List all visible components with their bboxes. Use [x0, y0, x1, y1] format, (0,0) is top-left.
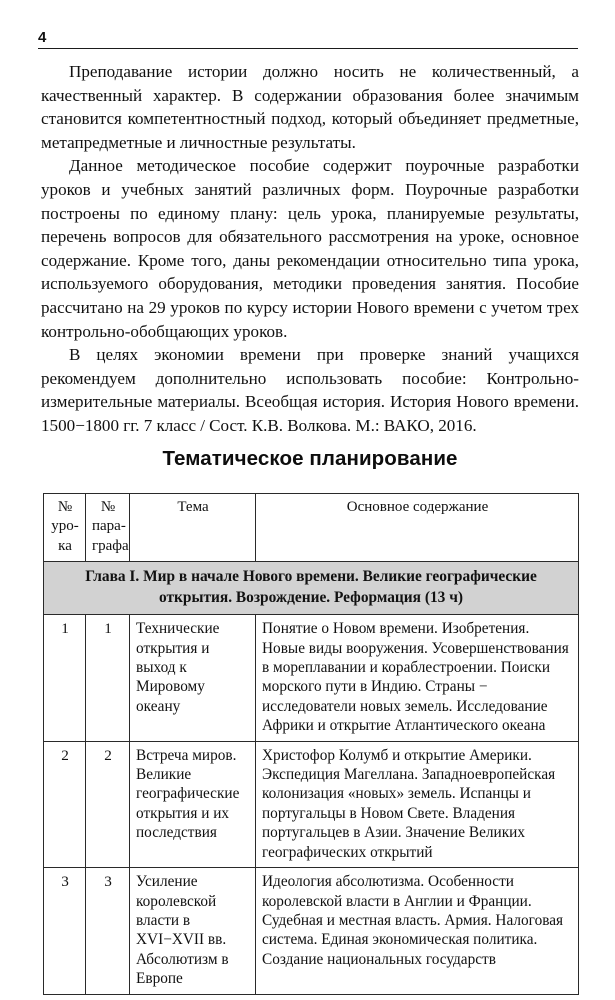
paragraph-2: Данное методическое пособие содержит поурочные разработки уроков и учебных занятий различных форм. Поурочные разработки построены по единому плану: цель урока, планируемые результаты, перечень вопросов для обязательного рассмотрения на уроке, основное содержание. Кроме того, даны рекомендации относительно типа урока, используемого оборудования, методики проведения занятия. Пособие рассчитано на 29 уроков по курсу истории Нового времени с учетом трех контрольно-обобщающих уроков. [41, 156, 579, 341]
cell-content: Понятие о Новом времени. Изобретения. Новые виды вооружения. Усовершенствования в мореплавании и кораблестроении. Поиски морского пути в Индию. Страны − исследователи новых земель. Исследование Африки и открытие Атлантического океана [256, 615, 579, 741]
cell-theme: Встреча миров. Великие географические открытия и их последствия [130, 741, 256, 867]
thematic-plan-table [43, 493, 579, 995]
cell-lesson-no: 1 [44, 615, 86, 741]
column-header-paragraph-no: № пара-графа [86, 494, 130, 562]
table-row [44, 615, 579, 741]
column-header-content: Основное содержание [256, 494, 579, 562]
header-rule [38, 48, 578, 49]
chapter-row [44, 562, 579, 615]
cell-paragraph-no: 2 [86, 741, 130, 867]
cell-theme: Усиление королевской власти в XVI−XVII вв. Абсолютизм в Европе [130, 868, 256, 994]
cell-content: Христофор Колумб и открытие Америки. Экспедиция Магеллана. Западноевропейская колонизация «новых» земель. Испанцы и португальцы в Новом Свете. Владения португальцев в Азии. Значение Великих географических открытий [256, 741, 579, 867]
cell-theme: Технические открытия и выход к Мировому океану [130, 615, 256, 741]
page-number: 4 [38, 29, 47, 46]
cell-content: Идеология абсолютизма. Особенности королевской власти в Англии и Франции. Судебная и местная власть. Армия. Налоговая система. Единая экономическая политика. Создание национальных государств [256, 868, 579, 994]
table-row [44, 741, 579, 867]
page-header [38, 30, 578, 49]
paragraph-1: Преподавание истории должно носить не количественный, а качественный характер. В содержании образования более значимым становится компетентностный подход, который объединяет предметные, метапредметные и личностные результаты. [41, 62, 579, 152]
section-heading: Тематическое планирование [162, 447, 458, 470]
table-row [44, 868, 579, 994]
body-text [41, 60, 579, 438]
cell-paragraph-no: 1 [86, 615, 130, 741]
chapter-title: Глава I. Мир в начале Нового времени. Великие географические открытия. Возрождение. Реформация (13 ч) [44, 562, 579, 615]
column-header-lesson-no: № уро-ка [44, 494, 86, 562]
thematic-plan-table-wrapper [43, 493, 578, 995]
cell-lesson-no: 2 [44, 741, 86, 867]
cell-lesson-no: 3 [44, 868, 86, 994]
table-header-row [44, 494, 579, 562]
cell-paragraph-no: 3 [86, 868, 130, 994]
column-header-theme: Тема [130, 494, 256, 562]
paragraph-3: В целях экономии времени при проверке знаний учащихся рекомендуем дополнительно использовать пособие: Контрольно-измерительные материалы. Всеобщая история. История Нового времени. 1500−1800 гг. 7 класс / Сост. К.В. Волкова. М.: ВАКО, 2016. [41, 345, 579, 435]
